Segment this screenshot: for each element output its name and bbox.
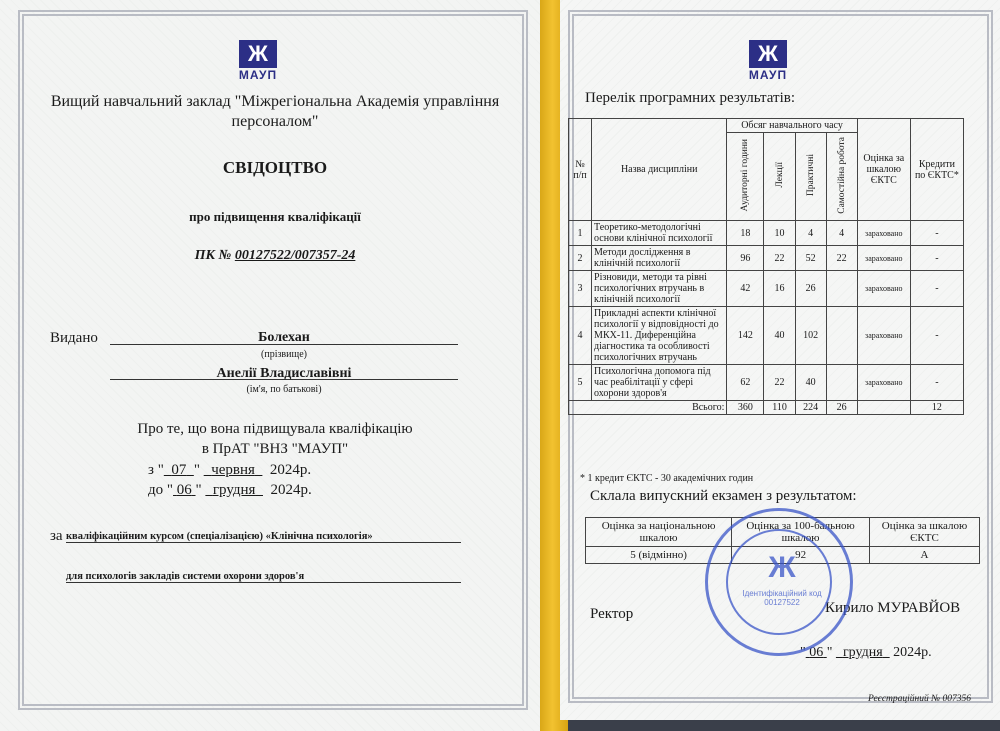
to-year: 2024р.: [270, 482, 312, 498]
cell-lectures: 16: [764, 271, 795, 307]
cell-lectures: 22: [764, 246, 795, 271]
sign-day: 06: [809, 645, 824, 660]
cell-discipline: Різновиди, методи та рівні психологічних втручань в клінічній психології: [592, 271, 727, 307]
cell-practical: 40: [795, 365, 826, 401]
maup-logo-icon: Ж: [749, 40, 787, 68]
cell-discipline: Психологічна допомога під час реабілітації у сфері охорони здоров'я: [592, 365, 727, 401]
logo-text: МАУП: [238, 68, 278, 82]
table-row: [569, 221, 964, 246]
number-value: 00127522/007357-24: [234, 248, 356, 263]
total-practical: 224: [795, 401, 826, 415]
cell-num: 4: [569, 307, 592, 365]
cell-auditory: 42: [727, 271, 764, 307]
cell-self: 22: [826, 246, 857, 271]
to-day: 06: [176, 482, 192, 498]
results-table: [568, 118, 964, 415]
certificate-heading: СВІДОЦТВО: [222, 158, 328, 177]
exam-value-100: 92: [732, 547, 870, 564]
cell-grade: зараховано: [857, 221, 910, 246]
course-title: кваліфікаційним курсом (спеціалізацією) «Клінічна психологія»: [66, 531, 461, 543]
header-auditory: Аудиторні години: [740, 138, 751, 212]
table-row: [569, 271, 964, 307]
cell-lectures: 10: [764, 221, 795, 246]
registry-number: Реєстраційний № 007356: [868, 694, 971, 704]
statement-line-1: Про те, що вона підвищувала кваліфікацію: [137, 421, 413, 437]
cell-credits: -: [910, 307, 963, 365]
rector-name: Кирило МУРАВЙОВ: [825, 600, 961, 616]
certificate-subheading: про підвищення кваліфікації: [189, 209, 361, 224]
date-from: з " 07 " червня 2024р.: [148, 462, 312, 478]
total-lectures: 110: [764, 401, 795, 415]
surname-caption: (прізвище): [261, 349, 307, 360]
exam-value-ects: A: [869, 547, 979, 564]
za-label: за: [50, 528, 63, 544]
cell-num: 1: [569, 221, 592, 246]
cell-self: 4: [826, 221, 857, 246]
from-year: 2024р.: [269, 462, 312, 478]
total-auditory: 360: [727, 401, 764, 415]
cell-discipline: Методи дослідження в клінічній психології: [592, 246, 727, 271]
total-credits: 12: [910, 401, 963, 415]
maup-logo-icon: Ж: [239, 40, 277, 68]
table-row: [569, 365, 964, 401]
cell-credits: -: [910, 271, 963, 307]
maup-logo-right: [747, 40, 789, 82]
cell-auditory: 96: [727, 246, 764, 271]
institution-name: Вищий навчальний заклад "Міжрегіональна Академія управління персоналом": [50, 93, 500, 130]
total-self: 26: [826, 401, 857, 415]
cell-lectures: 40: [764, 307, 795, 365]
cell-credits: -: [910, 246, 963, 271]
header-num: № п/п: [569, 119, 592, 221]
results-title: Перелік програмних результатів:: [585, 90, 795, 106]
cell-grade: зараховано: [857, 271, 910, 307]
cell-num: 5: [569, 365, 592, 401]
to-month: грудня: [212, 482, 256, 498]
sign-date: " 06 " грудня 2024р.: [800, 645, 932, 660]
stamp-code: Ідентифікаційний код 00127522: [742, 589, 822, 607]
total-label: Всього:: [569, 401, 727, 415]
exam-header-ects: Оцінка за шкалою ЄКТС: [869, 518, 979, 547]
logo-text: МАУП: [748, 68, 788, 82]
cell-auditory: 62: [727, 365, 764, 401]
from-day: 07: [171, 462, 187, 478]
from-month: червня: [211, 462, 255, 478]
cell-credits: -: [910, 221, 963, 246]
issued-label: Видано: [50, 330, 98, 346]
exam-title: Склала випускний екзамен з результатом:: [590, 488, 857, 504]
sign-year: 2024р.: [893, 645, 932, 660]
header-credits: Кредити по ЄКТС*: [910, 119, 963, 221]
header-practical: Практичні: [805, 153, 816, 197]
cell-practical: 26: [795, 271, 826, 307]
course-audience: для психологів закладів системи охорони здоров'я: [66, 571, 461, 583]
cell-auditory: 18: [727, 221, 764, 246]
cell-num: 2: [569, 246, 592, 271]
header-grade: Оцінка за шкалою ЄКТС: [857, 119, 910, 221]
cell-lectures: 22: [764, 365, 795, 401]
certificate-number: [40, 248, 510, 264]
header-volume: Обсяг навчального часу: [727, 119, 857, 133]
cell-self: [826, 307, 857, 365]
cell-practical: 52: [795, 246, 826, 271]
rector-label: Ректор: [590, 606, 634, 622]
cell-self: [826, 271, 857, 307]
to-prefix: до: [148, 482, 164, 498]
cell-grade: зараховано: [857, 246, 910, 271]
cell-practical: 102: [795, 307, 826, 365]
cell-credits: -: [910, 365, 963, 401]
name-caption: (ім'я, по батькові): [246, 384, 322, 395]
cell-grade: зараховано: [857, 365, 910, 401]
credit-footnote: * 1 кредит ЄКТС - 30 академічних годин: [580, 473, 754, 484]
sign-month: грудня: [842, 645, 883, 660]
total-row: [569, 401, 964, 415]
cell-discipline: Прикладні аспекти клінічної психології у відповідності до МКХ-11. Диференційна діагностика та особливості психологічних втручань: [592, 307, 727, 365]
header-discipline: Назва дисципліни: [592, 119, 727, 221]
from-prefix: з: [148, 462, 154, 478]
cell-self: [826, 365, 857, 401]
date-to: до " 06 " грудня 2024р.: [148, 482, 312, 498]
exam-value-national: 5 (відмінно): [586, 547, 732, 564]
exam-header-100: Оцінка за 100-бальною шкалою: [732, 518, 870, 547]
official-stamp: [705, 508, 853, 656]
cell-discipline: Теоретико-методологічні основи клінічної психології: [592, 221, 727, 246]
header-lectures: Лекції: [774, 162, 785, 188]
maup-logo: [237, 40, 279, 82]
cell-grade: зараховано: [857, 307, 910, 365]
surname: Болехан: [258, 330, 310, 345]
header-self: Самостійна робота: [836, 136, 847, 214]
stamp-logo-icon: Ж: [768, 551, 796, 584]
table-row: [569, 246, 964, 271]
cell-num: 3: [569, 271, 592, 307]
cell-practical: 4: [795, 221, 826, 246]
statement-line-2: в ПрАТ "ВНЗ "МАУП": [201, 441, 349, 457]
number-prefix: ПК №: [194, 248, 232, 263]
cell-auditory: 142: [727, 307, 764, 365]
recipient-name: Анелії Владиславівні: [216, 366, 352, 381]
exam-header-national: Оцінка за національною шкалою: [586, 518, 732, 547]
table-row: [569, 307, 964, 365]
